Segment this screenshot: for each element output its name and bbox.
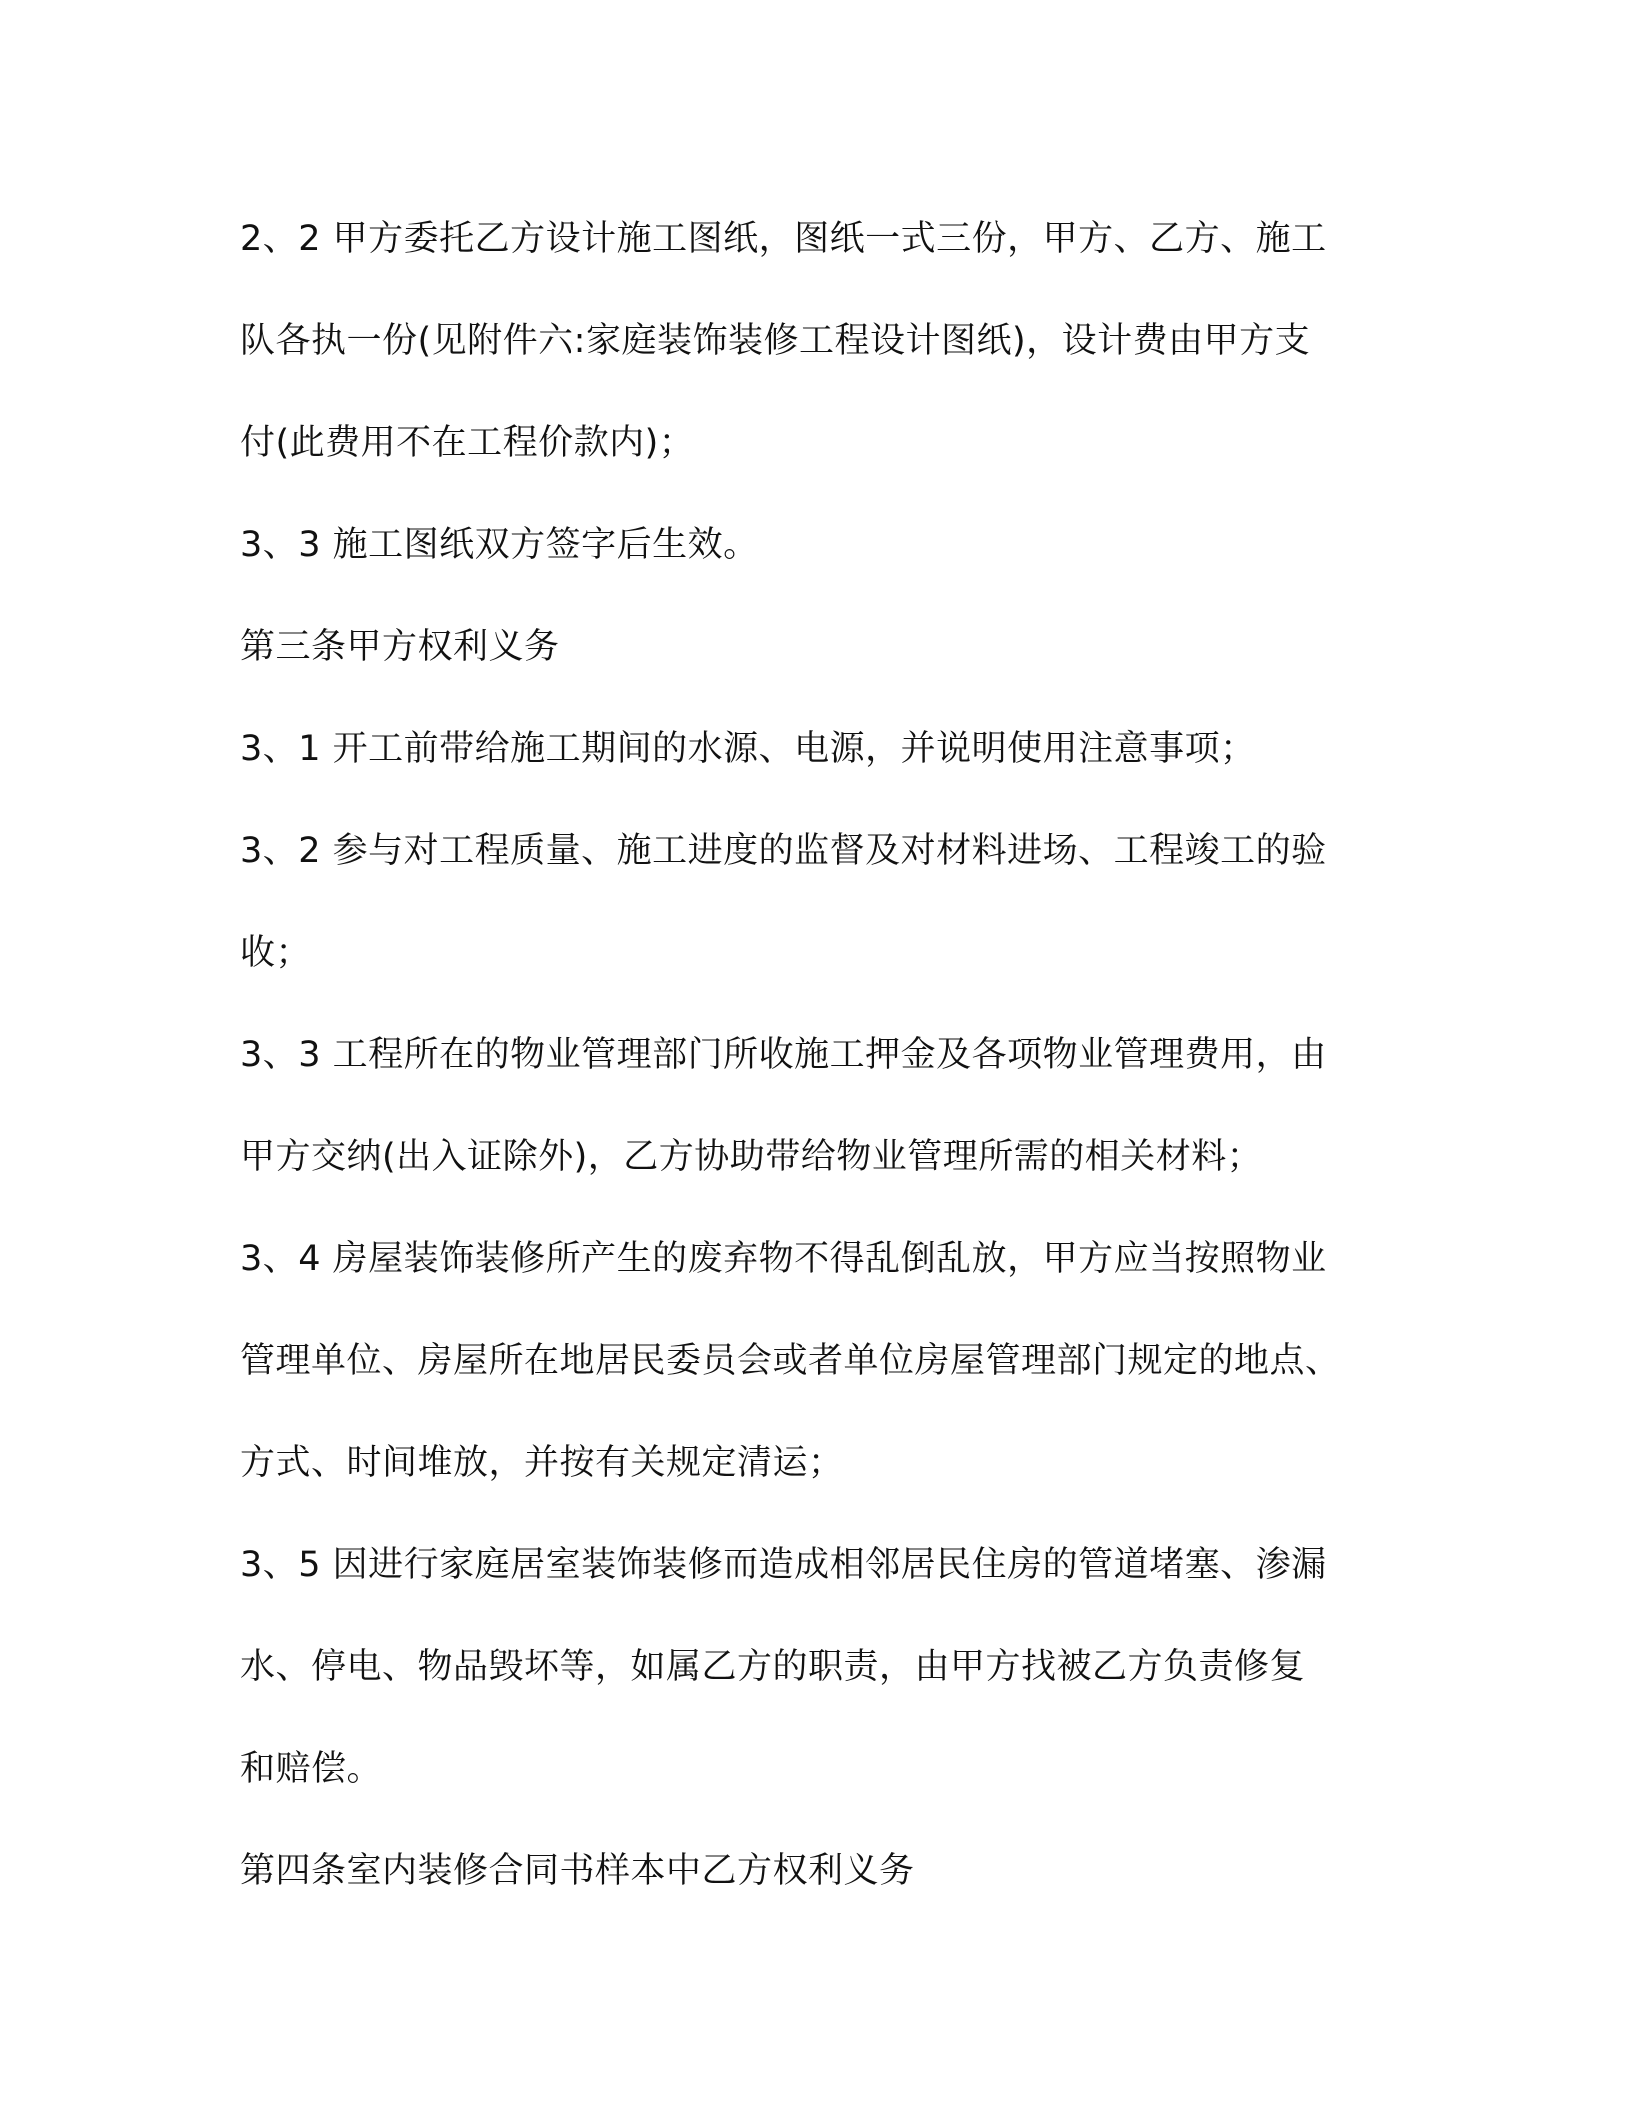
text-line: 3、2 参与对工程质量、施工进度的监督及对材料进场、工程竣工的验	[240, 831, 1327, 871]
text-line: 收；	[240, 933, 312, 973]
text-line: 3、5 因进行家庭居室装饰装修而造成相邻居民住房的管道堵塞、渗漏	[240, 1545, 1327, 1585]
text-line: 队各执一份(见附件六:家庭装饰装修工程设计图纸)，设计费由甲方支	[240, 321, 1311, 361]
text-line: 3、3 工程所在的物业管理部门所收施工押金及各项物业管理费用，由	[240, 1035, 1327, 1075]
text-line: 2、2 甲方委托乙方设计施工图纸，图纸一式三份，甲方、乙方、施工	[240, 219, 1327, 259]
text-line: 付(此费用不在工程价款内)；	[240, 423, 695, 463]
text-line: 3、4 房屋装饰装修所产生的废弃物不得乱倒乱放，甲方应当按照物业	[240, 1239, 1327, 1279]
text-line: 3、3 施工图纸双方签字后生效。	[240, 525, 759, 565]
section-heading: 第三条甲方权利义务	[240, 627, 560, 667]
section-heading: 第四条室内装修合同书样本中乙方权利义务	[240, 1851, 915, 1891]
text-line: 甲方交纳(出入证除外)，乙方协助带给物业管理所需的相关材料；	[240, 1137, 1263, 1177]
text-line: 管理单位、房屋所在地居民委员会或者单位房屋管理部门规定的地点、	[240, 1341, 1341, 1381]
text-line: 和赔偿。	[240, 1749, 383, 1789]
text-line: 水、停电、物品毁坏等，如属乙方的职责，由甲方找被乙方负责修复	[240, 1647, 1306, 1687]
text-line: 3、1 开工前带给施工期间的水源、电源，并说明使用注意事项；	[240, 729, 1256, 769]
document-body	[240, 188, 1380, 1922]
text-line: 方式、时间堆放，并按有关规定清运；	[240, 1443, 844, 1483]
